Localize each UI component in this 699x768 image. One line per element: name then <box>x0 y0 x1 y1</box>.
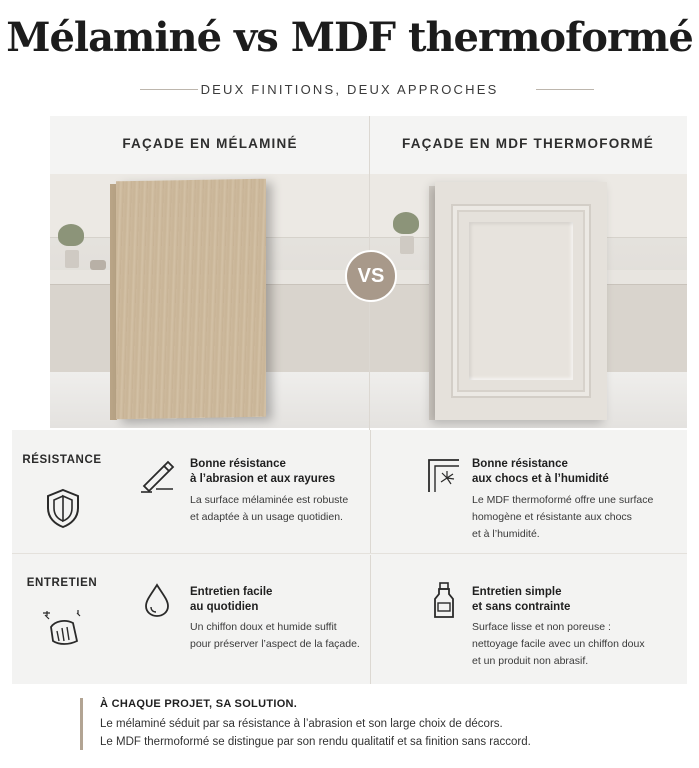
vs-badge: VS <box>345 250 397 302</box>
conclusion-line: Le mélaminé séduit par sa résistance à l’abrasion et son large choix de décors. <box>100 718 503 730</box>
desc-line: La surface mélaminée est robuste <box>190 494 349 506</box>
mdf-resistance-desc <box>472 492 653 543</box>
mdf-entretien-title <box>472 585 570 615</box>
page-subtitle: DEUX FINITIONS, DEUX APPROCHES <box>200 82 499 97</box>
desc-line: pour préserver l’aspect de la façade. <box>190 638 360 650</box>
conclusion-title: À CHAQUE PROJET, SA SOLUTION. <box>100 698 298 710</box>
subtitle-row <box>0 80 699 100</box>
melamine-resistance-desc <box>190 492 348 526</box>
title-line: Entretien simple <box>472 586 562 598</box>
plant-icon <box>58 224 84 246</box>
cleaner-bottle-icon <box>425 581 463 619</box>
desc-line: Le MDF thermoformé offre une surface <box>472 494 654 506</box>
shield-icon <box>41 486 85 530</box>
melamine-entretien-title <box>190 585 272 615</box>
desc-line: nettoyage facile avec un chiffon doux <box>472 638 645 650</box>
mdf-resistance-title <box>472 457 609 487</box>
cutter-scratch-icon <box>138 456 176 494</box>
plant-pot <box>65 250 79 268</box>
row-entretien <box>12 555 687 684</box>
mdf-entretien-desc <box>472 619 645 670</box>
mdf-resistance-cell <box>370 430 687 553</box>
water-drop-icon <box>138 581 176 619</box>
melamine-resistance-cell <box>124 430 369 553</box>
cleaning-cloth-icon <box>41 607 85 651</box>
conclusion-block <box>80 694 640 754</box>
melamine-resistance-title <box>190 457 335 487</box>
row-label-resistance: RÉSISTANCE <box>22 454 102 466</box>
mdf-door-sample <box>435 182 607 420</box>
melamine-door-sample <box>116 179 266 420</box>
title-line: Bonne résistance <box>472 458 568 470</box>
melamine-panel-heading: FAÇADE EN MÉLAMINÉ <box>122 136 298 151</box>
page-title: Mélaminé vs MDF thermoformé <box>6 14 693 61</box>
melamine-kitchen-image <box>50 174 370 428</box>
desc-line: Surface lisse et non poreuse : <box>472 621 611 633</box>
row-resistance <box>12 430 687 554</box>
plant-icon <box>393 212 419 234</box>
jar <box>90 260 106 270</box>
mdf-entretien-cell <box>370 555 687 684</box>
door-panel <box>469 222 573 380</box>
title-line: Entretien facile <box>190 586 273 598</box>
title-line: au quotidien <box>190 601 259 613</box>
mdf-panel-heading: FAÇADE EN MDF THERMOFORMÉ <box>402 136 654 151</box>
title-line: à l’abrasion et aux rayures <box>190 473 336 485</box>
desc-line: homogène et résistante aux chocs <box>472 511 632 523</box>
desc-line: et adaptée à un usage quotidien. <box>190 511 343 523</box>
desc-line: et un produit non abrasif. <box>472 655 589 667</box>
desc-line: et à l’humidité. <box>472 528 540 540</box>
comparison-table <box>12 430 687 684</box>
conclusion-line: Le MDF thermoformé se distingue par son rendu qualitatif et sa finition sans raccord. <box>100 736 531 748</box>
mdf-kitchen-image <box>369 174 687 428</box>
mdf-panel <box>369 116 687 428</box>
desc-line: Un chiffon doux et humide suffit <box>190 621 337 633</box>
melamine-entretien-cell <box>124 555 369 684</box>
row-label-entretien: ENTRETIEN <box>26 577 98 589</box>
accent-bar <box>80 698 83 750</box>
corner-impact-icon <box>425 456 463 494</box>
plant-pot <box>400 236 414 254</box>
subtitle-rule-right <box>536 89 594 90</box>
title-line: et sans contrainte <box>472 601 571 613</box>
title-line: Bonne résistance <box>190 458 286 470</box>
melamine-entretien-desc <box>190 619 360 653</box>
melamine-panel <box>50 116 370 428</box>
title-line: aux chocs et à l’humidité <box>472 473 609 485</box>
